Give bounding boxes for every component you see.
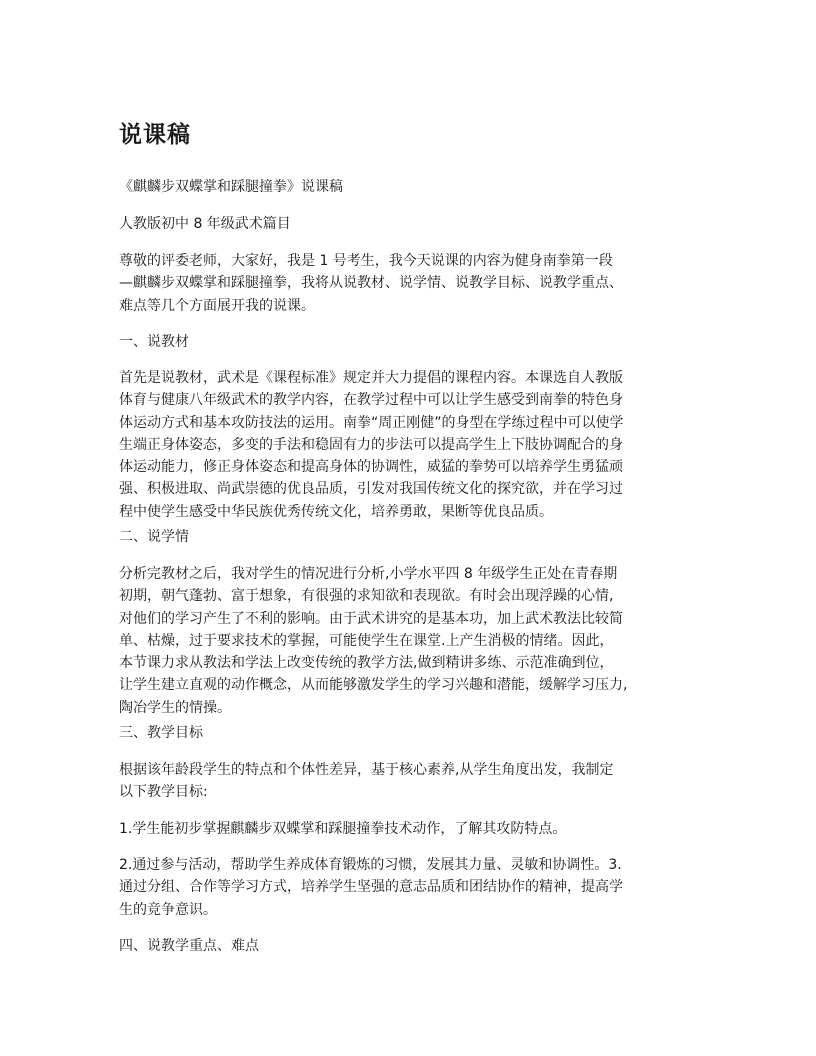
section-heading-goals: 三、教学目标 xyxy=(119,725,203,741)
goal-item-2-3: 2.通过参与活动，帮助学生养成体育锻炼的习惯，发展其力量、灵敏和协调性。3. 通过分组、合作等学习方式，培养学生坚强的意志品质和团结协作的精神，提高学 生的竞争意识。 xyxy=(119,857,623,918)
lesson-subtitle: 《麒麟步双蝶掌和踩腿撞拳》说课稿 xyxy=(119,179,343,195)
section-heading-key-points: 四、说教学重点、难点 xyxy=(119,938,259,954)
goals-intro-paragraph: 根据该年龄段学生的特点和个体性差异，基于核心素养,从学生角度出发，我制定 以下教学目标: xyxy=(119,762,614,801)
textbook-line: 人教版初中 8 年级武术篇目 xyxy=(119,216,291,232)
page-title: 说课稿 xyxy=(119,122,191,148)
section-heading-students: 二、说学情 xyxy=(119,529,189,545)
section-heading-textbook: 一、说教材 xyxy=(119,334,189,350)
textbook-analysis-paragraph: 首先是说教材，武术是《课程标准》规定并大力提倡的课程内容。本课选自人教版 体育与健康八年级武术的教学内容，在教学过程中可以让学生感受到南拳的特色身 体运动方式和基本攻防技法的运用。南拳“周正刚健”的身型在学练过程中可以使学 生端正身体姿态，多变的手法和稳固有力的步法可以提高学生上下肢协调配合的身 体运动能力，修正身体姿态和提高身体的协调性，威猛的拳势可以培养学生勇猛顽 强、积极进取、尚武崇德的优良品质，引发对我国传统文化的探究欲，并在学习过 程中使学生感受中华民族优秀传统文化，培养勇敢，果断等优良品质。 xyxy=(119,370,624,520)
intro-paragraph: 尊敬的评委老师，大家好，我是 1 号考生，我今天说课的内容为健身南拳第一段 —麒麟步双蝶掌和踩腿撞拳，我将从说教材、说学情、说教学目标、说教学重点、 难点等几个方面展开我的说课。 xyxy=(119,253,623,314)
student-analysis-paragraph: 分析完教材之后，我对学生的情况进行分析,小学水平四 8 年级学生正处在青春期 初期，朝气蓬勃、富于想象，有很强的求知欲和表现欲。有时会出现浮躁的心情, 对他们的学习产生了不利的影响。由于武术讲究的是基本功，加上武术教法比较简 单、枯燥，过于要求技术的掌握，可能使学生在课堂.上产生消极的情绪。因此， 本节课力求从教法和学法上改变传统的教学方法,做到精讲多练、示范准确到位， 让学生建立直观的动作概念，从而能够激发学生的学习兴趣和潜能，缓解学习压力, 陶冶学生的情操。 xyxy=(119,566,628,716)
goal-item-1: 1.学生能初步掌握麒麟步双蝶掌和踩腿撞拳技术动作，了解其攻防特点。 xyxy=(119,821,567,837)
